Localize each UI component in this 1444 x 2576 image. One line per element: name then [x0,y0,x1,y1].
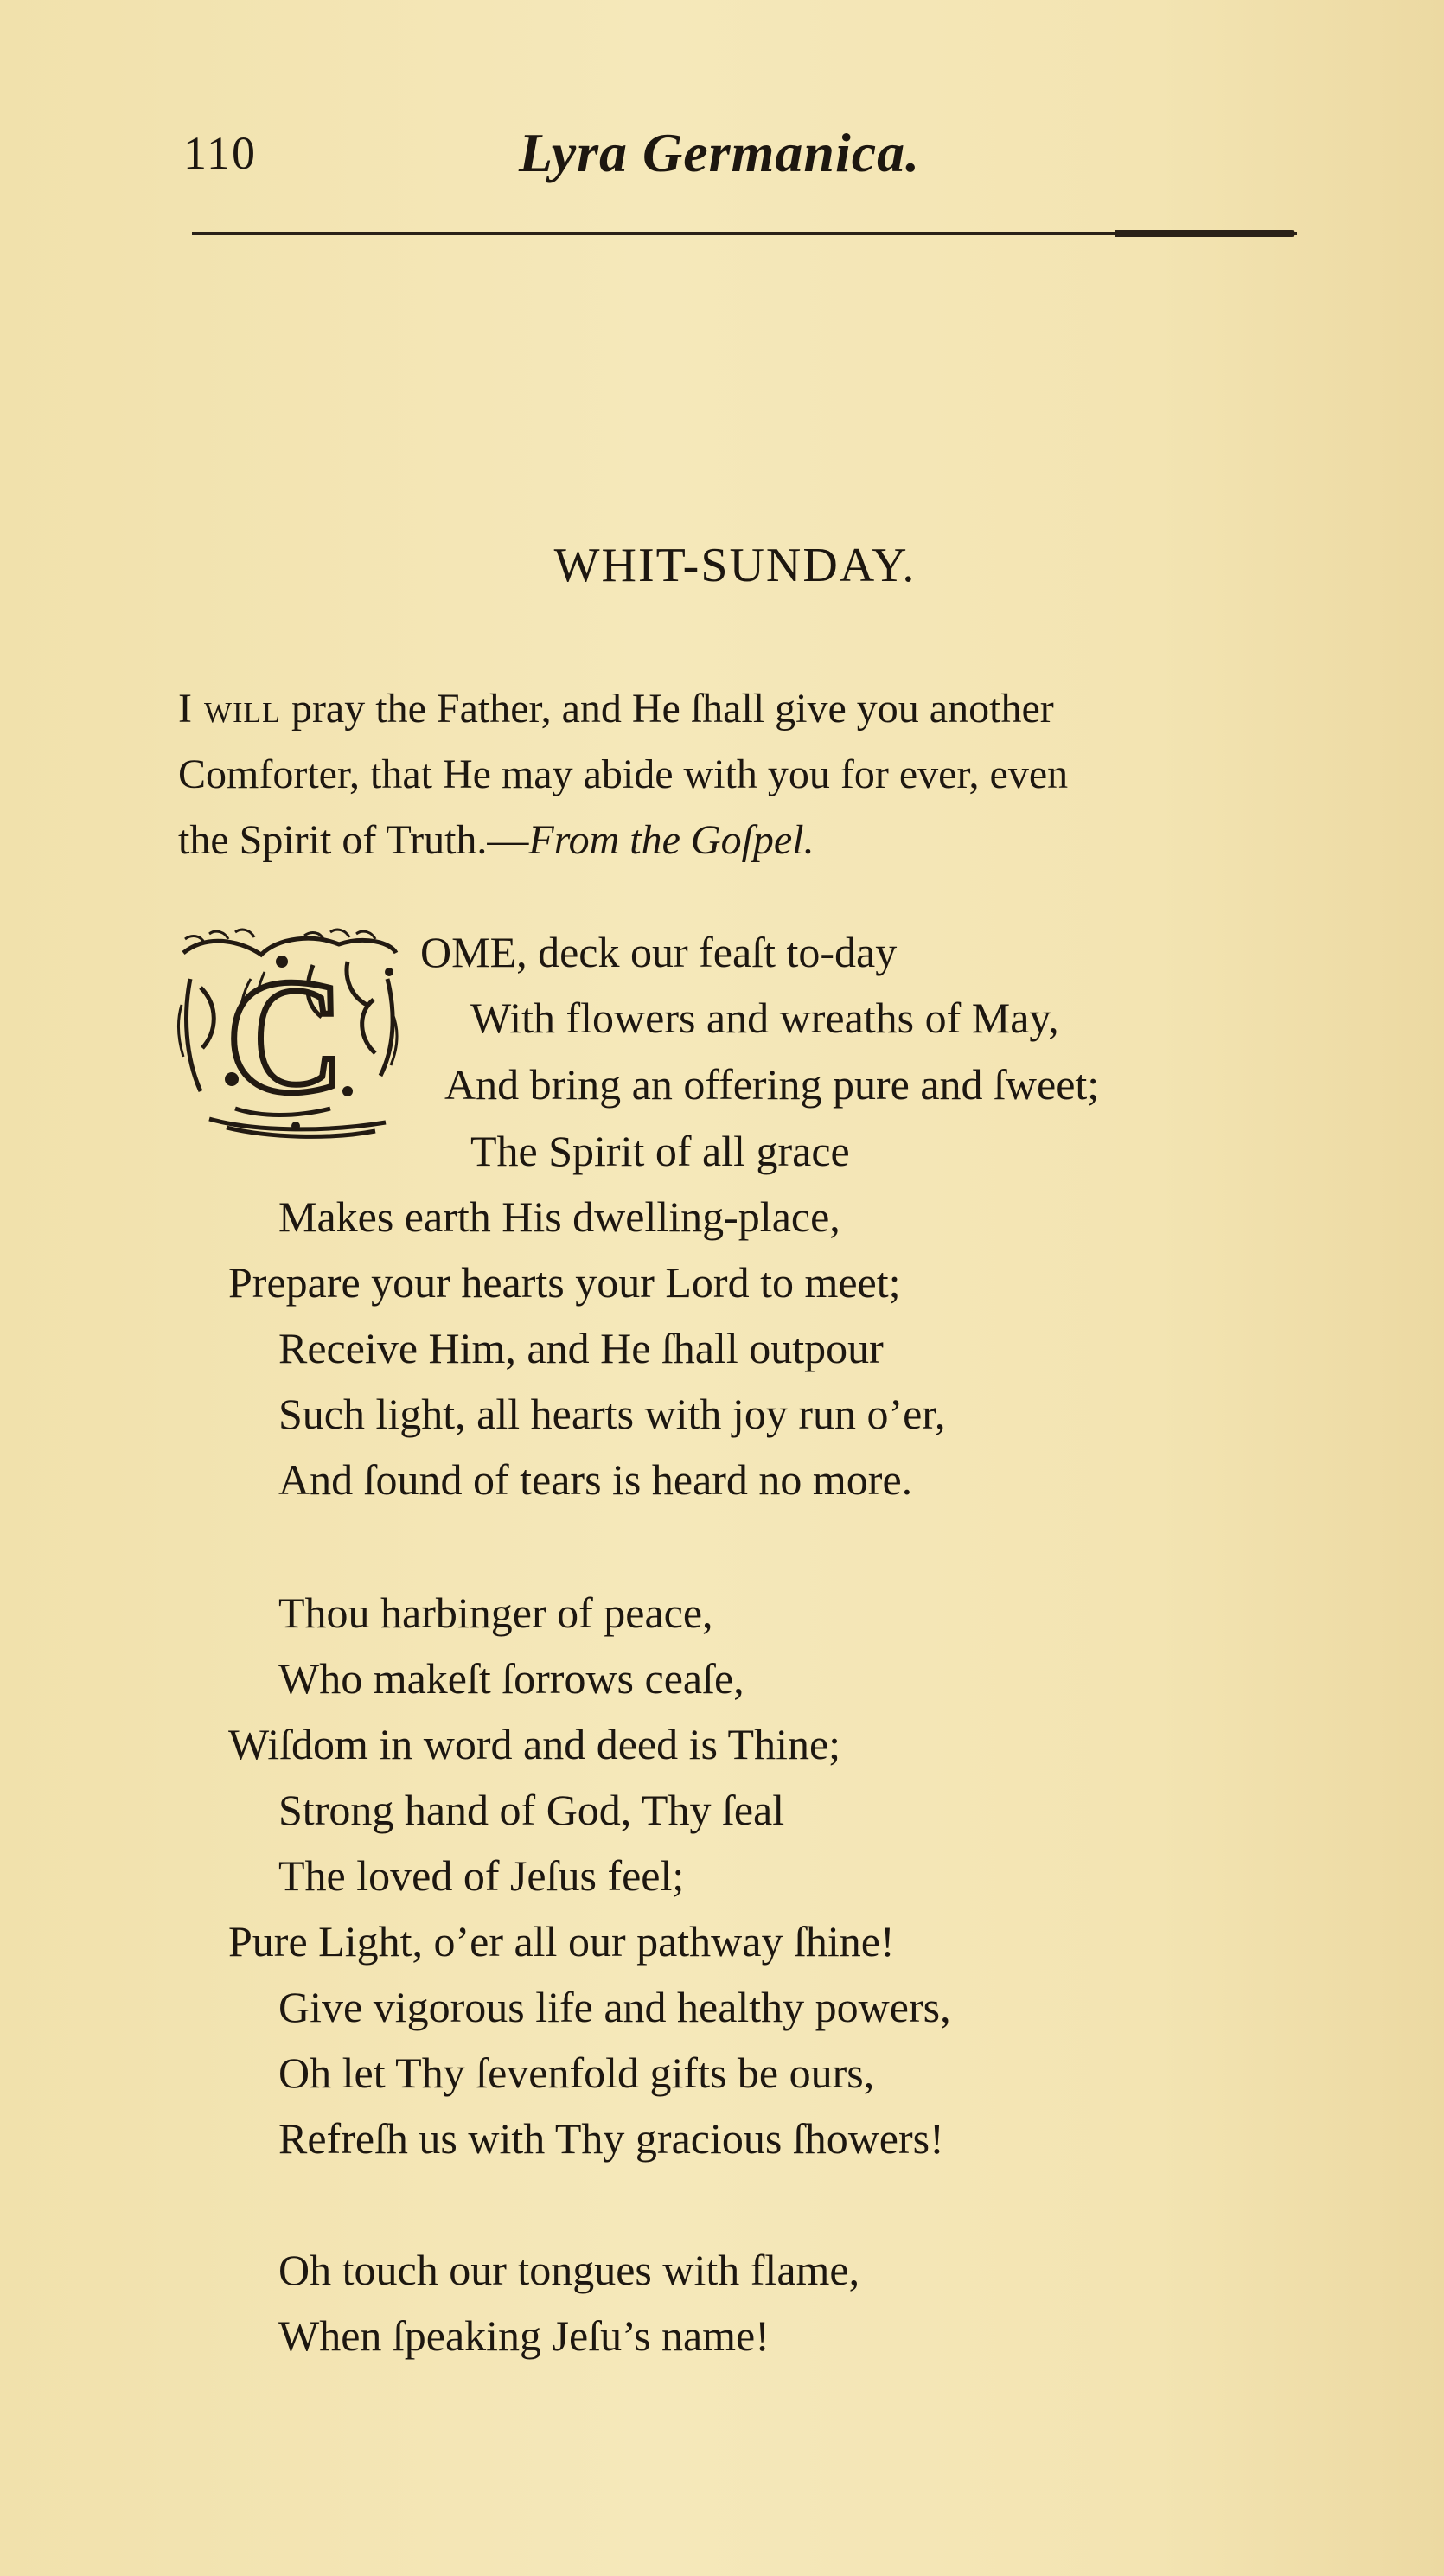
header-rule-tail [1115,230,1295,237]
epigraph-line-3 [178,808,1302,873]
running-title: Lyra Germanica. [519,122,921,183]
drop-cap-letter: C [226,946,345,1128]
hymn-line: Wiſdom in word and deed is Thine; [228,1720,841,1768]
epigraph-lead: I will [178,686,281,732]
epigraph-line-2: Comforter, that He may abide with you for ever, even [178,751,1069,797]
hymn-line: OME, deck our feaſt to-day [420,928,898,976]
epigraph-line-1-text: pray the Father, and He ſhall give you another [280,686,1054,732]
hymn-line: Pure Light, o’er all our pathway ſhine! [228,1917,895,1966]
hymn-line: Give vigorous life and healthy powers, [278,1983,951,2031]
epigraph-source: From the Goſpel. [528,817,815,863]
hymn-title: WHIT-SUNDAY. [553,539,917,592]
hymn-line: The Spirit of all grace [470,1127,850,1175]
hymn-line: And ſound of tears is heard no more. [278,1455,913,1504]
hymn-line: The loved of Jeſus feel; [278,1851,685,1900]
hymn-line: With flowers and wreaths of May, [470,994,1059,1042]
ornamental-initial [175,927,405,1145]
hymn-line: Prepare your hearts your Lord to meet; [228,1258,901,1307]
hymn-line: Refreſh us with Thy gracious ſhowers! [278,2114,944,2163]
hymn-line: Such light, all hearts with joy run o’er, [278,1390,946,1438]
epigraph-line-1 [178,676,1302,742]
hymn-line: Thou harbinger of peace, [278,1588,713,1637]
page-number: 110 [183,127,257,179]
hymn-line: Strong hand of God, Thy ſeal [278,1786,785,1834]
hymn-line: When ſpeaking Jeſu’s name! [278,2311,770,2360]
hymn-line: Who makeſt ſorrows ceaſe, [278,1654,744,1703]
hymn-line: And bring an offering pure and ſweet; [444,1060,1100,1109]
hymn-line: Oh touch our tongues with flame, [278,2246,860,2294]
hymn-line: Makes earth His dwelling-place, [278,1192,840,1241]
epigraph-line-3-text: the Spirit of Truth.— [178,817,529,863]
hymn-line: Receive Him, and He ſhall outpour [278,1324,884,1372]
epigraph [178,676,1302,873]
hymn-line: Oh let Thy ſevenfold gifts be ours, [278,2049,875,2097]
